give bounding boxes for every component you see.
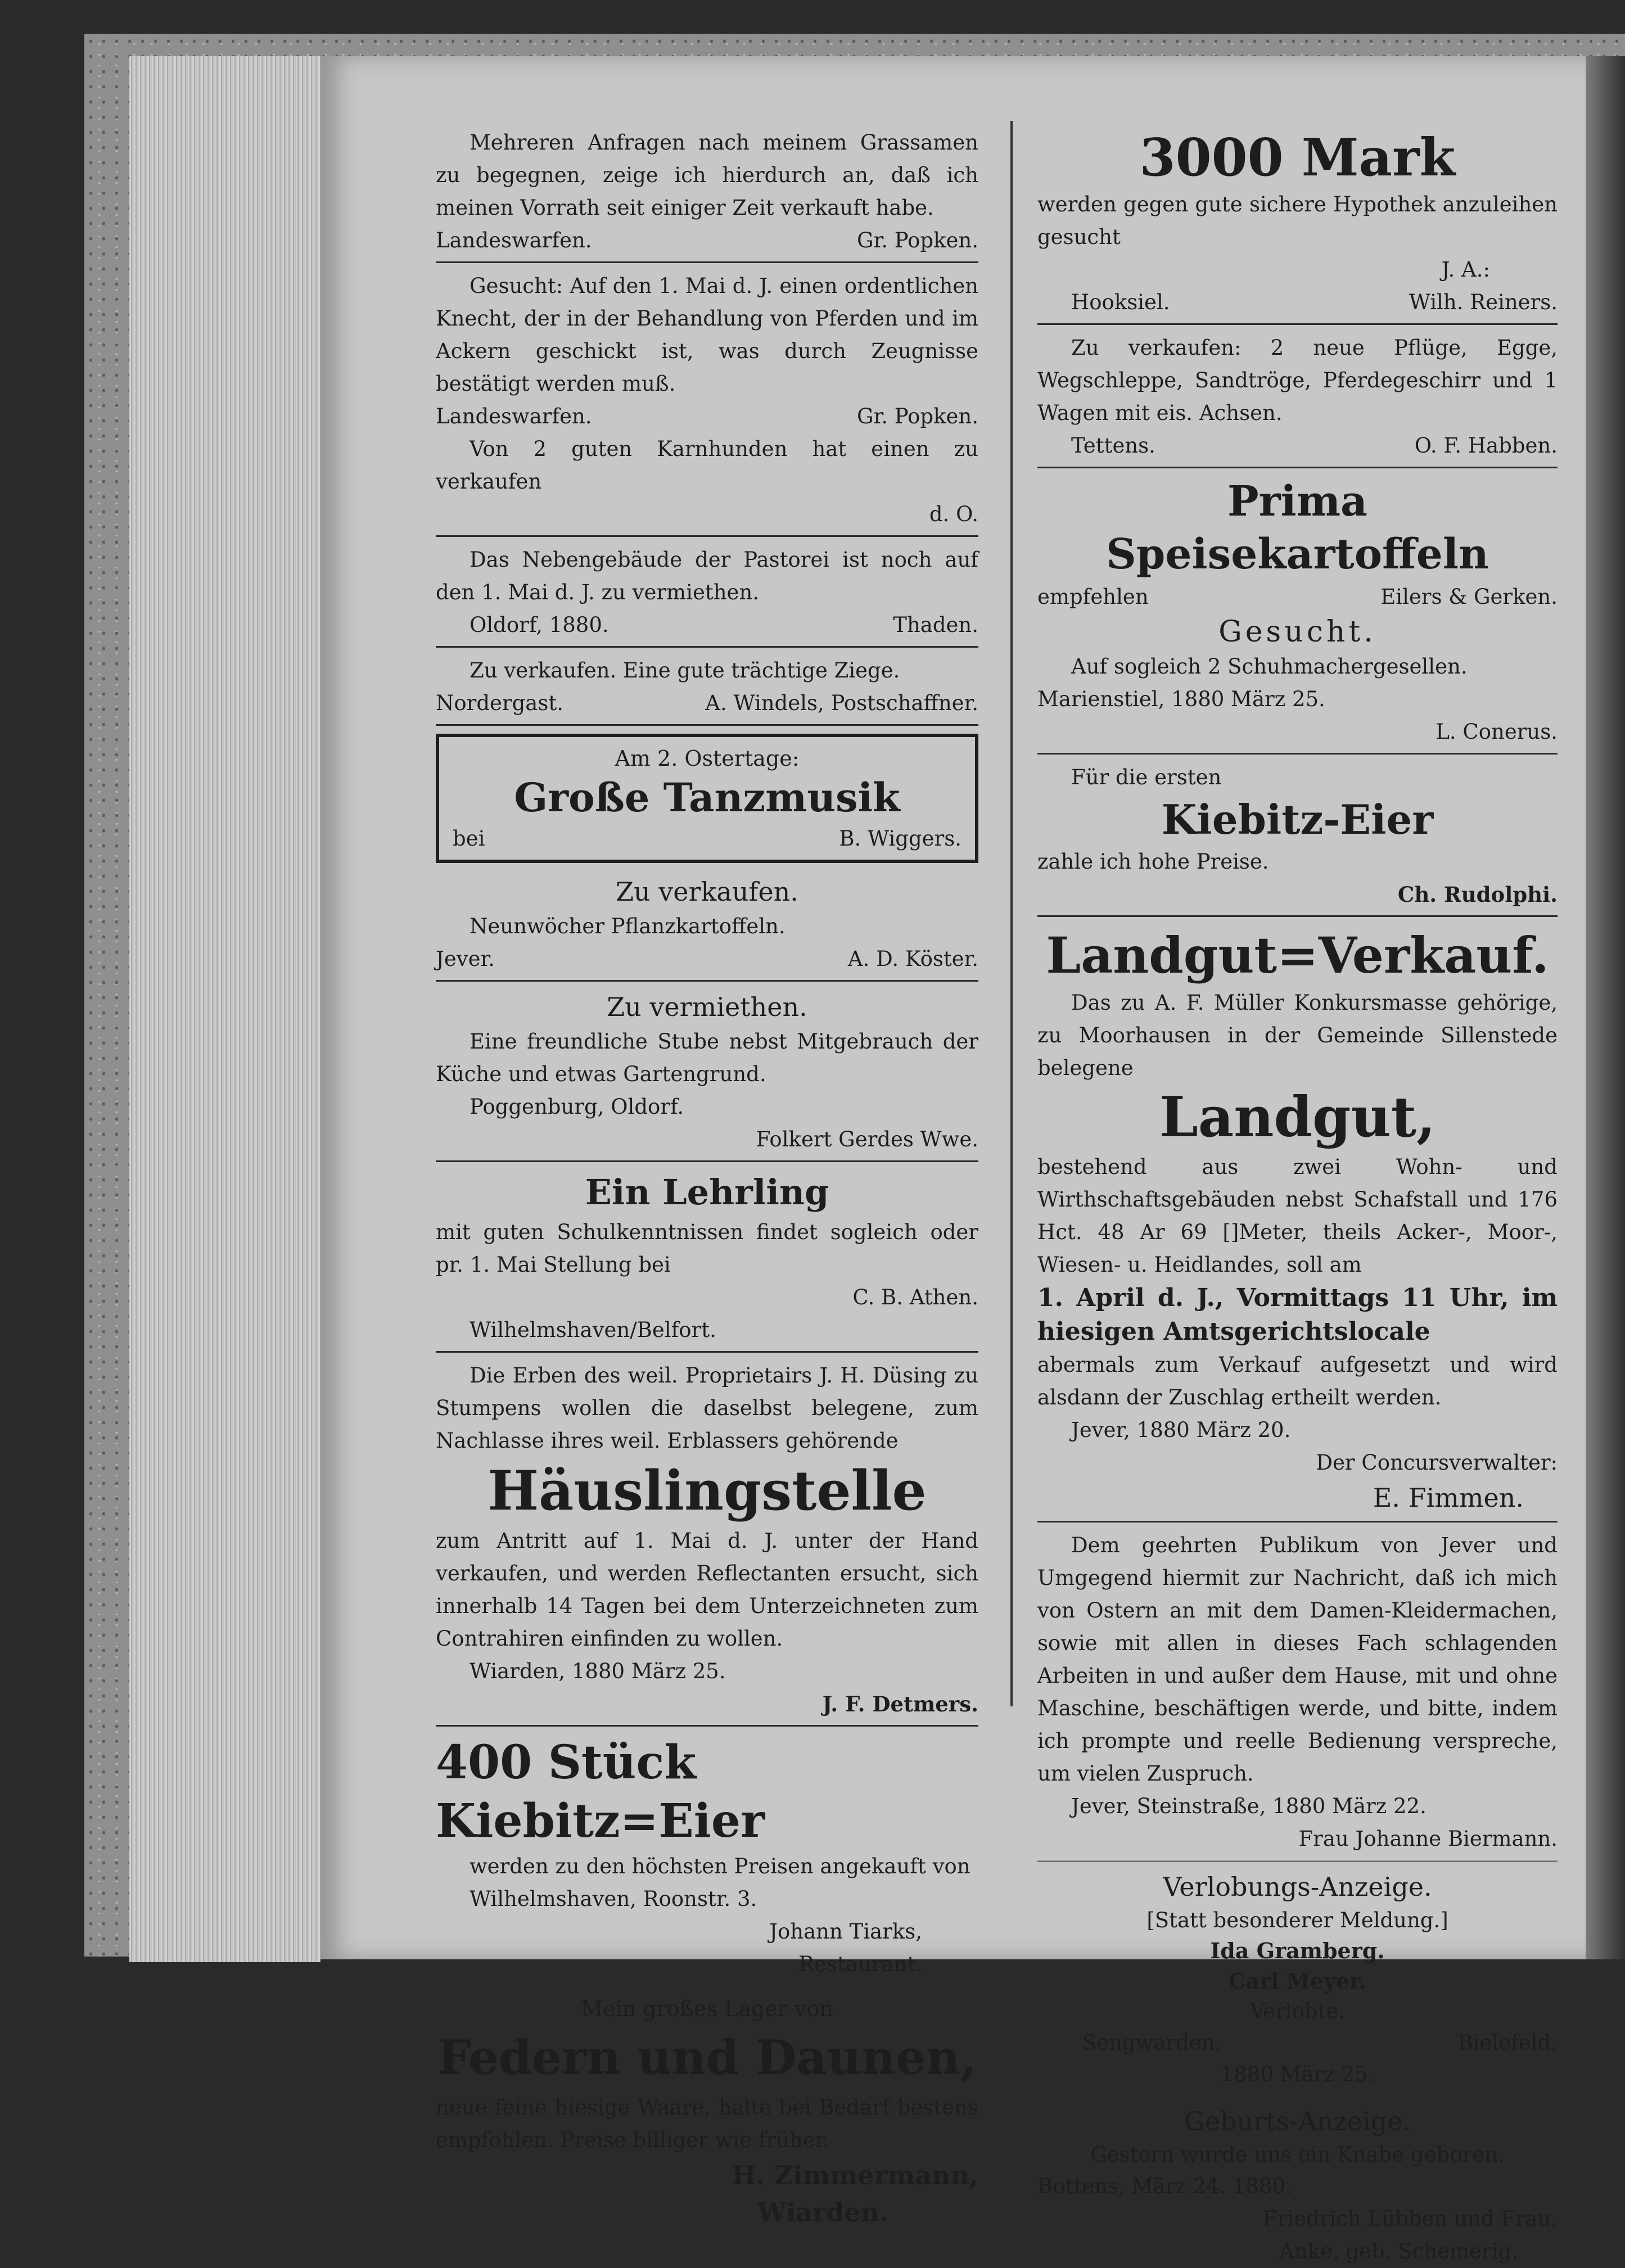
ad-signature-2: Anke, geb. Schemerig. — [1279, 2239, 1518, 2264]
ad-text: Dem geehrten Publikum von Jever und Umgegend hiermit zur Nachricht, daß ich mich von Ostern an mit dem Damen-Kleidermachen, sowie mit allen in dieses Fach schlagenden Arbeiten in und außer dem Hause, mit und ohne Maschine, beschäftigen werde, und bitte, indem ich prompte und reelle Bedienung verspreche, um vielen Zuspruch. — [1037, 1533, 1558, 1786]
ad-title: Kiebitz-Eier — [1161, 796, 1434, 843]
ad-title: Große Tanzmusik — [514, 774, 900, 821]
ad-title: Landgut=Verkauf. — [1046, 926, 1549, 984]
ad-place: Marienstiel, 1880 März 25. — [1037, 687, 1325, 711]
ad-text: Mehreren Anfragen nach meinem Grassamen zu begegnen, zeige ich hierdurch an, daß ich meinen Vorrath seit einiger Zeit verkauft habe. — [436, 130, 978, 220]
ad-place: Nordergast. — [436, 691, 563, 715]
rule — [436, 1160, 978, 1162]
ad-place-2: Bielefeld, — [1457, 2031, 1558, 2055]
ad-text: Neunwöcher Pflanzkartoffeln. — [470, 914, 786, 938]
ad-title: Ein Lehrling — [585, 1172, 829, 1213]
rule — [1037, 915, 1558, 917]
rule — [1037, 467, 1558, 468]
rule — [436, 1725, 978, 1727]
ad-signature: Friedrich Lübben und Frau, — [1263, 2207, 1558, 2231]
ad-federn — [436, 1994, 978, 2231]
ad-place: Tettens. — [1071, 433, 1155, 458]
ad-knecht — [436, 270, 978, 531]
ad-lehrling — [436, 1169, 978, 1347]
ad-signature: A. Windels, Postschaffner. — [705, 691, 978, 715]
ad-place: Landeswarfen. — [436, 228, 592, 252]
ad-place: Jever, 1880 März 20. — [1071, 1418, 1291, 1442]
rule — [436, 724, 978, 726]
ad-grassamen — [436, 126, 978, 257]
ad-text-2: bestehend aus zwei Wohn- und Wirthschaftsgebäuden nebst Schafstall und 176 Hct. 48 Ar 69 []Meter, theils Acker-, Moor-, Wiesen- u. Heidlandes, soll am — [1037, 1155, 1558, 1277]
ad-text: Zu verkaufen. Eine gute trächtige Ziege. — [470, 658, 900, 683]
ad-signature: L. Conerus. — [1436, 720, 1558, 744]
ad-text: Gesucht: Auf den 1. Mai d. J. einen ordentlichen Knecht, der in der Behandlung von Pferden und im Ackern geschickt ist, was durch Zeugnisse bestätigt werden muß. — [436, 274, 978, 396]
ad-ziege — [436, 654, 978, 720]
rule — [1037, 2094, 1558, 2096]
ad-kiebitz-400 — [436, 1733, 978, 1981]
ad-nebengebaeude — [436, 544, 978, 641]
ad-title: Prima Speisekartoffeln — [1106, 477, 1489, 579]
ad-title: Zu vermiethen. — [607, 992, 807, 1022]
ad-place: Jever, Steinstraße, 1880 März 22. — [1071, 1794, 1427, 1818]
ad-signature: Thaden. — [893, 613, 978, 637]
ad-signature-2: Restaurant. — [798, 1952, 922, 1976]
ad-title: Geburts-Anzeige. — [1184, 2106, 1411, 2136]
ad-place-1: Sengwarden, — [1082, 2031, 1222, 2055]
ad-date: Wiarden, 1880 März 25. — [470, 1659, 726, 1683]
ad-name-groom: Carl Meyer. — [1229, 1968, 1366, 1994]
ad-text: neue feine hiesige Waare, halte bei Bedarf bestens empfohlen. Preise billiger wie früher. — [436, 2095, 978, 2152]
ad-title: Gesucht. — [1218, 615, 1376, 649]
ad-signature: Gr. Popken. — [857, 404, 978, 428]
ad-name-bride: Ida Gramberg. — [1210, 1938, 1385, 1963]
ad-place: Wilhelmshaven/Belfort. — [470, 1318, 716, 1342]
ad-haeuslingstelle — [436, 1359, 978, 1720]
ad-speisekartoffeln — [1037, 475, 1558, 613]
ad-ia: J. A.: — [1441, 257, 1490, 282]
ad-signature: Ch. Rudolphi. — [1397, 882, 1558, 907]
ad-text: zahle ich hohe Preise. — [1037, 850, 1269, 874]
ad-signature: Folkert Gerdes Wwe. — [756, 1127, 978, 1151]
ad-3000-mark — [1037, 126, 1558, 319]
ad-text: Auf sogleich 2 Schuhmachergesellen. — [1071, 654, 1468, 679]
ad-text-2: zum Antritt auf 1. Mai d. J. unter der Hand verkaufen, und werden Reflectanten ersucht, sich innerhalb 14 Tagen bei dem Unterzeichneten zum Contrahiren einfinden zu wollen. — [436, 1529, 978, 1651]
ad-text-karnhunde: Von 2 guten Karnhunden hat einen zu verkaufen — [436, 437, 978, 494]
ad-text: werden zu den höchsten Preisen angekauft von — [470, 1854, 971, 1878]
left-column — [436, 126, 978, 2231]
ad-signature: d. O. — [929, 502, 978, 526]
ad-subtitle: [Statt besonderer Meldung.] — [1146, 1908, 1448, 1932]
rule — [1037, 1521, 1558, 1522]
rule — [436, 980, 978, 982]
ad-title: 3000 Mark — [1139, 127, 1456, 188]
ad-signature: Eilers & Gerken. — [1380, 585, 1558, 609]
rule — [436, 261, 978, 263]
ad-geburt — [1037, 2103, 1558, 2268]
ad-top-line: Am 2. Ostertage: — [615, 746, 800, 771]
ad-signature: Wilh. Reiners. — [1409, 290, 1558, 314]
rule — [1037, 323, 1558, 325]
ad-verlobte: Verlobte. — [1249, 1999, 1346, 2023]
rule — [436, 535, 978, 537]
ad-signature: O. F. Habben. — [1414, 433, 1558, 458]
ad-text: mit guten Schulkenntnissen findet sogleich oder pr. 1. Mai Stellung bei — [436, 1220, 978, 1277]
right-column — [1037, 126, 1558, 2268]
ad-text: Das Nebengebäude der Pastorei ist noch auf den 1. Mai d. J. zu vermiethen. — [436, 548, 978, 604]
ad-signature: E. Fimmen. — [1373, 1483, 1524, 1513]
ad-signature: Johann Tiarks, — [769, 1919, 922, 1944]
ad-title-2: Landgut, — [1159, 1085, 1436, 1150]
ad-kiebitz-eier — [1037, 761, 1558, 911]
ad-place: Jever. — [436, 947, 495, 971]
ad-role: Der Concursverwalter: — [1316, 1451, 1558, 1475]
book-spine — [1586, 56, 1625, 1959]
ad-text: Das zu A. F. Müller Konkursmasse gehörige, zu Moorhausen in der Gemeinde Sillenstede belegene — [1037, 991, 1558, 1080]
ad-tanzmusik-box — [436, 734, 978, 863]
ad-signature: Frau Johanne Biermann. — [1298, 1827, 1558, 1851]
ad-date: 1880 März 25. — [1220, 2062, 1375, 2086]
ad-place: Landeswarfen. — [436, 404, 592, 428]
ad-text: empfehlen — [1037, 585, 1149, 609]
ad-title: Zu verkaufen. — [616, 877, 798, 907]
ad-kleidermachen — [1037, 1529, 1558, 1855]
ad-place: Bottens, März 24. 1880. — [1037, 2174, 1292, 2198]
rule — [436, 646, 978, 648]
ad-signature: H. Zimmermann, — [732, 2160, 978, 2190]
ad-text: Eine freundliche Stube nebst Mitgebrauch der Küche und etwas Gartengrund. — [436, 1029, 978, 1086]
ad-text-3: abermals zum Verkauf aufgesetzt und wird alsdann der Zuschlag ertheilt werden. — [1037, 1353, 1558, 1409]
ad-top-line: Mein großes Lager von — [581, 1996, 833, 2021]
column-divider — [1010, 121, 1013, 1706]
ad-text: Gestern wurde uns ein Knabe geboren. — [1090, 2143, 1505, 2167]
ad-text: werden gegen gute sichere Hypothek anzuleihen gesucht — [1037, 192, 1558, 249]
ad-signature: B. Wiggers. — [839, 826, 962, 851]
ad-place: Wiarden. — [757, 2197, 888, 2228]
ad-place: bei — [453, 826, 485, 851]
ad-top-line: Für die ersten — [1071, 765, 1222, 789]
rule — [1037, 1860, 1558, 1862]
ad-signature: J. F. Detmers. — [822, 1692, 978, 1716]
ad-title: Häuslingstelle — [487, 1459, 927, 1522]
ad-title: 400 Stück Kiebitz=Eier — [436, 1736, 765, 1848]
ad-place: Hooksiel. — [1071, 290, 1170, 314]
ad-signature: A. D. Köster. — [847, 947, 978, 971]
rule — [1037, 753, 1558, 755]
ad-place: Oldorf, 1880. — [470, 613, 609, 637]
ad-title: Verlobungs-Anzeige. — [1163, 1872, 1432, 1902]
ad-title: Federn und Daunen, — [437, 2030, 977, 2085]
rule — [436, 1985, 978, 1987]
ad-signature: Gr. Popken. — [857, 228, 978, 252]
ad-landgut — [1037, 924, 1558, 1516]
ad-text: Die Erben des weil. Proprietairs J. H. Düsing zu Stumpens wollen die daselbst belegene, zum Nachlasse ihres weil. Erblassers gehörende — [436, 1363, 978, 1453]
ad-stube — [436, 988, 978, 1156]
ad-signature: C. B. Athen. — [852, 1285, 978, 1309]
ad-place: Poggenburg, Oldorf. — [470, 1095, 684, 1119]
ad-date: 1. April d. J., Vormittags 11 Uhr, im hiesigen Amtsgerichtslocale — [1037, 1284, 1558, 1346]
rule — [436, 1351, 978, 1353]
page-edges — [129, 56, 321, 1962]
ad-pfluege — [1037, 332, 1558, 462]
ad-address: Wilhelmshaven, Roonstr. 3. — [470, 1887, 757, 1911]
ad-schuhmacher — [1037, 613, 1558, 748]
ad-text: Zu verkaufen: 2 neue Pflüge, Egge, Wegschleppe, Sandtröge, Pferdegeschirr und 1 Wagen mit eis. Achsen. — [1037, 336, 1558, 425]
ad-pflanzkartoffeln — [436, 873, 978, 975]
ad-verlobung — [1037, 1868, 1558, 2090]
